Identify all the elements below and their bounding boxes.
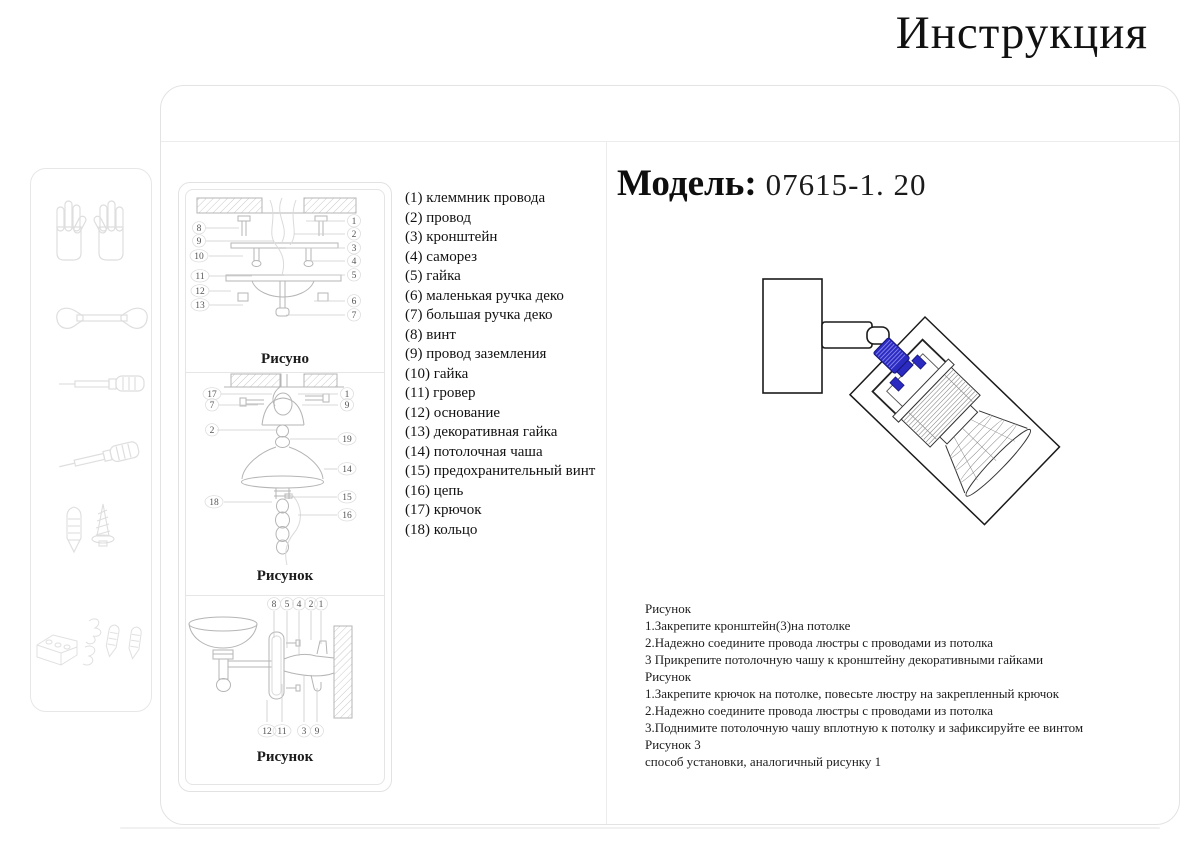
svg-text:15: 15 bbox=[342, 493, 352, 503]
figure-3 bbox=[186, 596, 384, 784]
parts-list-item: (5) гайка bbox=[405, 268, 461, 284]
gloves-icon bbox=[57, 201, 123, 260]
figure-3-bottom-labels bbox=[258, 725, 324, 737]
content-panel bbox=[160, 85, 1180, 825]
svg-text:18: 18 bbox=[209, 498, 219, 508]
parts-list bbox=[405, 189, 597, 540]
tools-icons bbox=[31, 169, 149, 709]
parts-list-item: (11) гровер bbox=[405, 385, 476, 401]
parts-list-item: (7) большая ручка деко bbox=[405, 307, 553, 323]
svg-text:14: 14 bbox=[342, 465, 352, 475]
figure-1 bbox=[186, 190, 384, 373]
instruction-line: Рисунок bbox=[645, 601, 692, 616]
svg-text:10: 10 bbox=[194, 252, 204, 262]
parts-list-item: (17) крючок bbox=[405, 502, 482, 518]
svg-text:5: 5 bbox=[284, 600, 290, 610]
anchor-screw-icon bbox=[67, 504, 114, 552]
figure-3-top-labels bbox=[268, 598, 328, 610]
instruction-line: Рисунок bbox=[645, 669, 692, 684]
figure-2-drawing bbox=[186, 373, 384, 567]
panel-shadow bbox=[120, 827, 1160, 829]
model-label: Модель: bbox=[617, 163, 757, 204]
svg-text:9: 9 bbox=[314, 727, 320, 737]
figure-2-caption: Рисунок bbox=[256, 568, 314, 584]
figure-1-right-labels bbox=[348, 215, 361, 321]
model-number: 07615-1. 20 bbox=[765, 167, 927, 202]
svg-text:12: 12 bbox=[195, 287, 205, 297]
svg-text:4: 4 bbox=[351, 257, 357, 267]
instruction-line: 2.Надежно соедините провода люстры с проводами из потолка bbox=[645, 703, 994, 718]
figure-2-left-labels bbox=[203, 388, 223, 508]
svg-text:7: 7 bbox=[209, 401, 215, 411]
parts-list-item: (10) гайка bbox=[405, 365, 469, 382]
svg-text:19: 19 bbox=[342, 435, 352, 445]
figure-3-caption: Рисунок bbox=[256, 749, 314, 765]
parts-list-item: (14) потолочная чаша bbox=[405, 443, 543, 460]
wrench-icon bbox=[57, 308, 148, 328]
parts-list-item: (1) клеммник провода bbox=[405, 190, 546, 206]
instruction-line: 1.Закрепите крючок на потолке, повесьте люстру на закрепленный крючок bbox=[645, 686, 1060, 701]
parts-list-item: (4) саморез bbox=[405, 248, 477, 265]
svg-text:17: 17 bbox=[207, 390, 217, 400]
column-divider bbox=[606, 141, 607, 824]
svg-text:8: 8 bbox=[271, 600, 277, 610]
instruction-line: способ установки, аналогичный рисунку 1 bbox=[645, 754, 882, 769]
svg-text:3: 3 bbox=[301, 727, 307, 737]
model-heading bbox=[617, 162, 926, 205]
instruction-line: 3 Прикрепите потолочную чашу к кронштейну декоративными гайками bbox=[645, 652, 1044, 667]
svg-text:1: 1 bbox=[344, 390, 350, 400]
svg-text:7: 7 bbox=[351, 311, 357, 321]
figure-2-right-labels bbox=[338, 388, 356, 521]
svg-text:4: 4 bbox=[296, 600, 302, 610]
svg-text:6: 6 bbox=[351, 297, 357, 307]
svg-text:11: 11 bbox=[195, 272, 205, 282]
parts-list-item: (12) основание bbox=[405, 404, 501, 421]
instruction-line: 3.Поднимите потолочную чашу вплотную к потолку и зафиксируйте ее винтом bbox=[645, 720, 1084, 735]
header-divider bbox=[161, 141, 1179, 142]
parts-list-item: (15) предохранительный винт bbox=[405, 463, 596, 479]
figures-panel bbox=[178, 182, 392, 792]
svg-text:3: 3 bbox=[351, 244, 357, 254]
svg-text:2: 2 bbox=[351, 230, 357, 240]
figure-2 bbox=[186, 373, 384, 596]
svg-text:11: 11 bbox=[277, 727, 287, 737]
parts-list-item: (6) маленькая ручка деко bbox=[405, 287, 564, 304]
parts-list-item: (9) провод заземления bbox=[405, 346, 547, 362]
svg-text:9: 9 bbox=[196, 237, 202, 247]
screwdriver-icon bbox=[59, 376, 144, 391]
svg-text:5: 5 bbox=[351, 271, 357, 281]
parts-list-item: (8) винт bbox=[405, 326, 456, 343]
instruction-line: Рисунок 3 bbox=[645, 737, 701, 752]
svg-text:9: 9 bbox=[344, 401, 350, 411]
figure-3-drawing bbox=[186, 596, 384, 748]
svg-text:13: 13 bbox=[195, 301, 205, 311]
installation-instructions bbox=[645, 600, 1175, 770]
svg-text:2: 2 bbox=[308, 600, 314, 610]
svg-text:8: 8 bbox=[196, 224, 202, 234]
instruction-line: 2.Надежно соедините провода люстры с проводами из потолка bbox=[645, 635, 994, 650]
svg-text:1: 1 bbox=[318, 600, 324, 610]
svg-text:12: 12 bbox=[262, 727, 272, 737]
svg-text:2: 2 bbox=[209, 426, 215, 436]
svg-text:1: 1 bbox=[351, 217, 357, 227]
screwdriver-angled-icon bbox=[57, 441, 140, 475]
figure-1-caption: Рисуно bbox=[261, 351, 309, 367]
parts-list-item: (13) декоративная гайка bbox=[405, 424, 558, 440]
parts-list-item: (2) провод bbox=[405, 209, 471, 226]
figure-1-left-labels bbox=[190, 222, 209, 311]
page-title: Инструкция bbox=[895, 7, 1148, 59]
parts-list-item: (18) кольцо bbox=[405, 521, 478, 538]
parts-list-item: (16) цепь bbox=[405, 482, 464, 499]
tools-sidebar bbox=[30, 168, 152, 712]
parts-list-item: (3) кронштейн bbox=[405, 229, 498, 245]
fasteners-icon bbox=[37, 619, 142, 665]
figures-inner bbox=[185, 189, 385, 785]
instruction-line: 1.Закрепите кронштейн(3)на потолке bbox=[645, 618, 851, 633]
lamp-technical-drawing bbox=[615, 245, 1175, 565]
figure-1-drawing bbox=[186, 190, 384, 350]
chandelier-silhouette bbox=[270, 198, 296, 275]
svg-text:16: 16 bbox=[342, 511, 352, 521]
